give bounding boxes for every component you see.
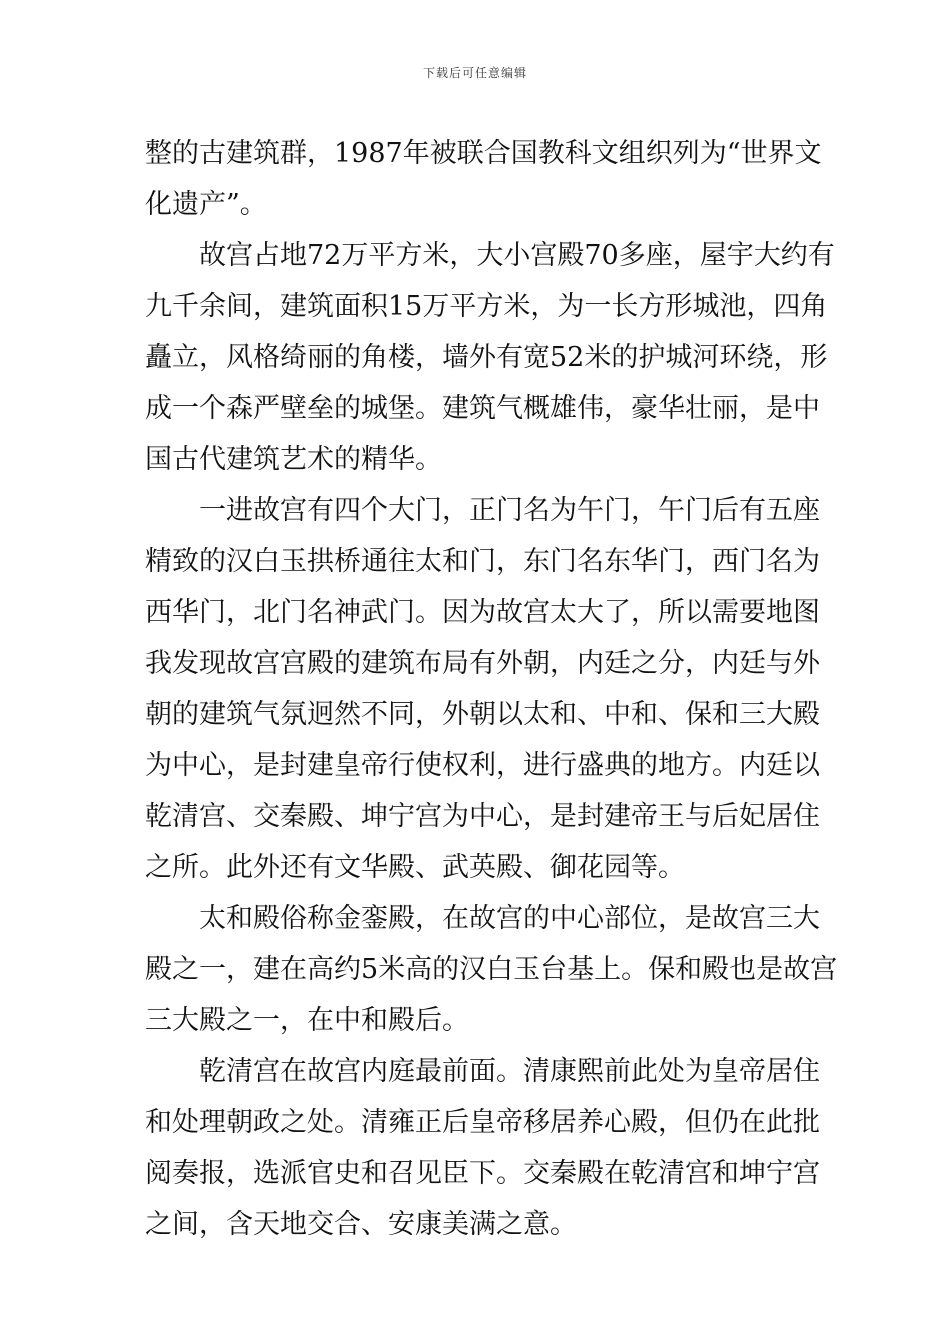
- text-line: 化遗产”。: [145, 189, 267, 220]
- text-line: 阅奏报，选派官史和召见臣下。交秦殿在乾清宫和坤宁宫: [145, 1158, 820, 1189]
- text-line: 精致的汉白玉拱桥通往太和门，东门名东华门，西门名为: [145, 546, 820, 577]
- document-body: [145, 128, 838, 1250]
- text-line: 之间，含天地交合、安康美满之意。: [145, 1209, 577, 1240]
- paragraph-first-line: 太和殿俗称金銮殿，在故宫的中心部位，是故宫三大: [199, 903, 820, 934]
- text-line: 朝的建筑气氛迥然不同，外朝以太和、中和、保和三大殿: [145, 699, 820, 730]
- text-line: 西华门，北门名神武门。因为故宫太大了，所以需要地图: [145, 597, 820, 628]
- text-line: 殿之一，建在高约5米高的汉白玉台基上。保和殿也是故宫: [145, 954, 838, 985]
- text-line: 矗立，风格绮丽的角楼，墙外有宽52米的护城河环绕，形: [145, 342, 828, 373]
- paragraph-first-line: 乾清宫在故宫内庭最前面。清康熙前此处为皇帝居住: [199, 1056, 820, 1087]
- text-line: 我发现故宫宫殿的建筑布局有外朝，内廷之分，内廷与外: [145, 648, 820, 679]
- text-line: 乾清宫、交秦殿、坤宁宫为中心，是封建帝王与后妃居住: [145, 801, 820, 832]
- text-line: 为中心，是封建皇帝行使权利，进行盛典的地方。内廷以: [145, 750, 820, 781]
- text-line: 和处理朝政之处。清雍正后皇帝移居养心殿，但仍在此批: [145, 1107, 820, 1138]
- paragraph-first-line: 一进故宫有四个大门，正门名为午门，午门后有五座: [199, 495, 820, 526]
- page-header-note: 下载后可任意编辑: [422, 66, 527, 80]
- text-line: 之所。此外还有文华殿、武英殿、御花园等。: [145, 852, 685, 883]
- paragraph-first-line: 故宫占地72万平方米，大小宫殿70多座，屋宇大约有: [199, 240, 835, 271]
- text-line: 九千余间，建筑面积15万平方米，为一长方形城池，四角: [145, 291, 828, 322]
- text-line: 整的古建筑群，1987年被联合国教科文组织列为“世界文: [145, 138, 822, 169]
- text-line: 国古代建筑艺术的精华。: [145, 444, 442, 475]
- text-line: 成一个森严壁垒的城堡。建筑气概雄伟，豪华壮丽，是中: [145, 393, 820, 424]
- text-line: 三大殿之一，在中和殿后。: [145, 1005, 469, 1036]
